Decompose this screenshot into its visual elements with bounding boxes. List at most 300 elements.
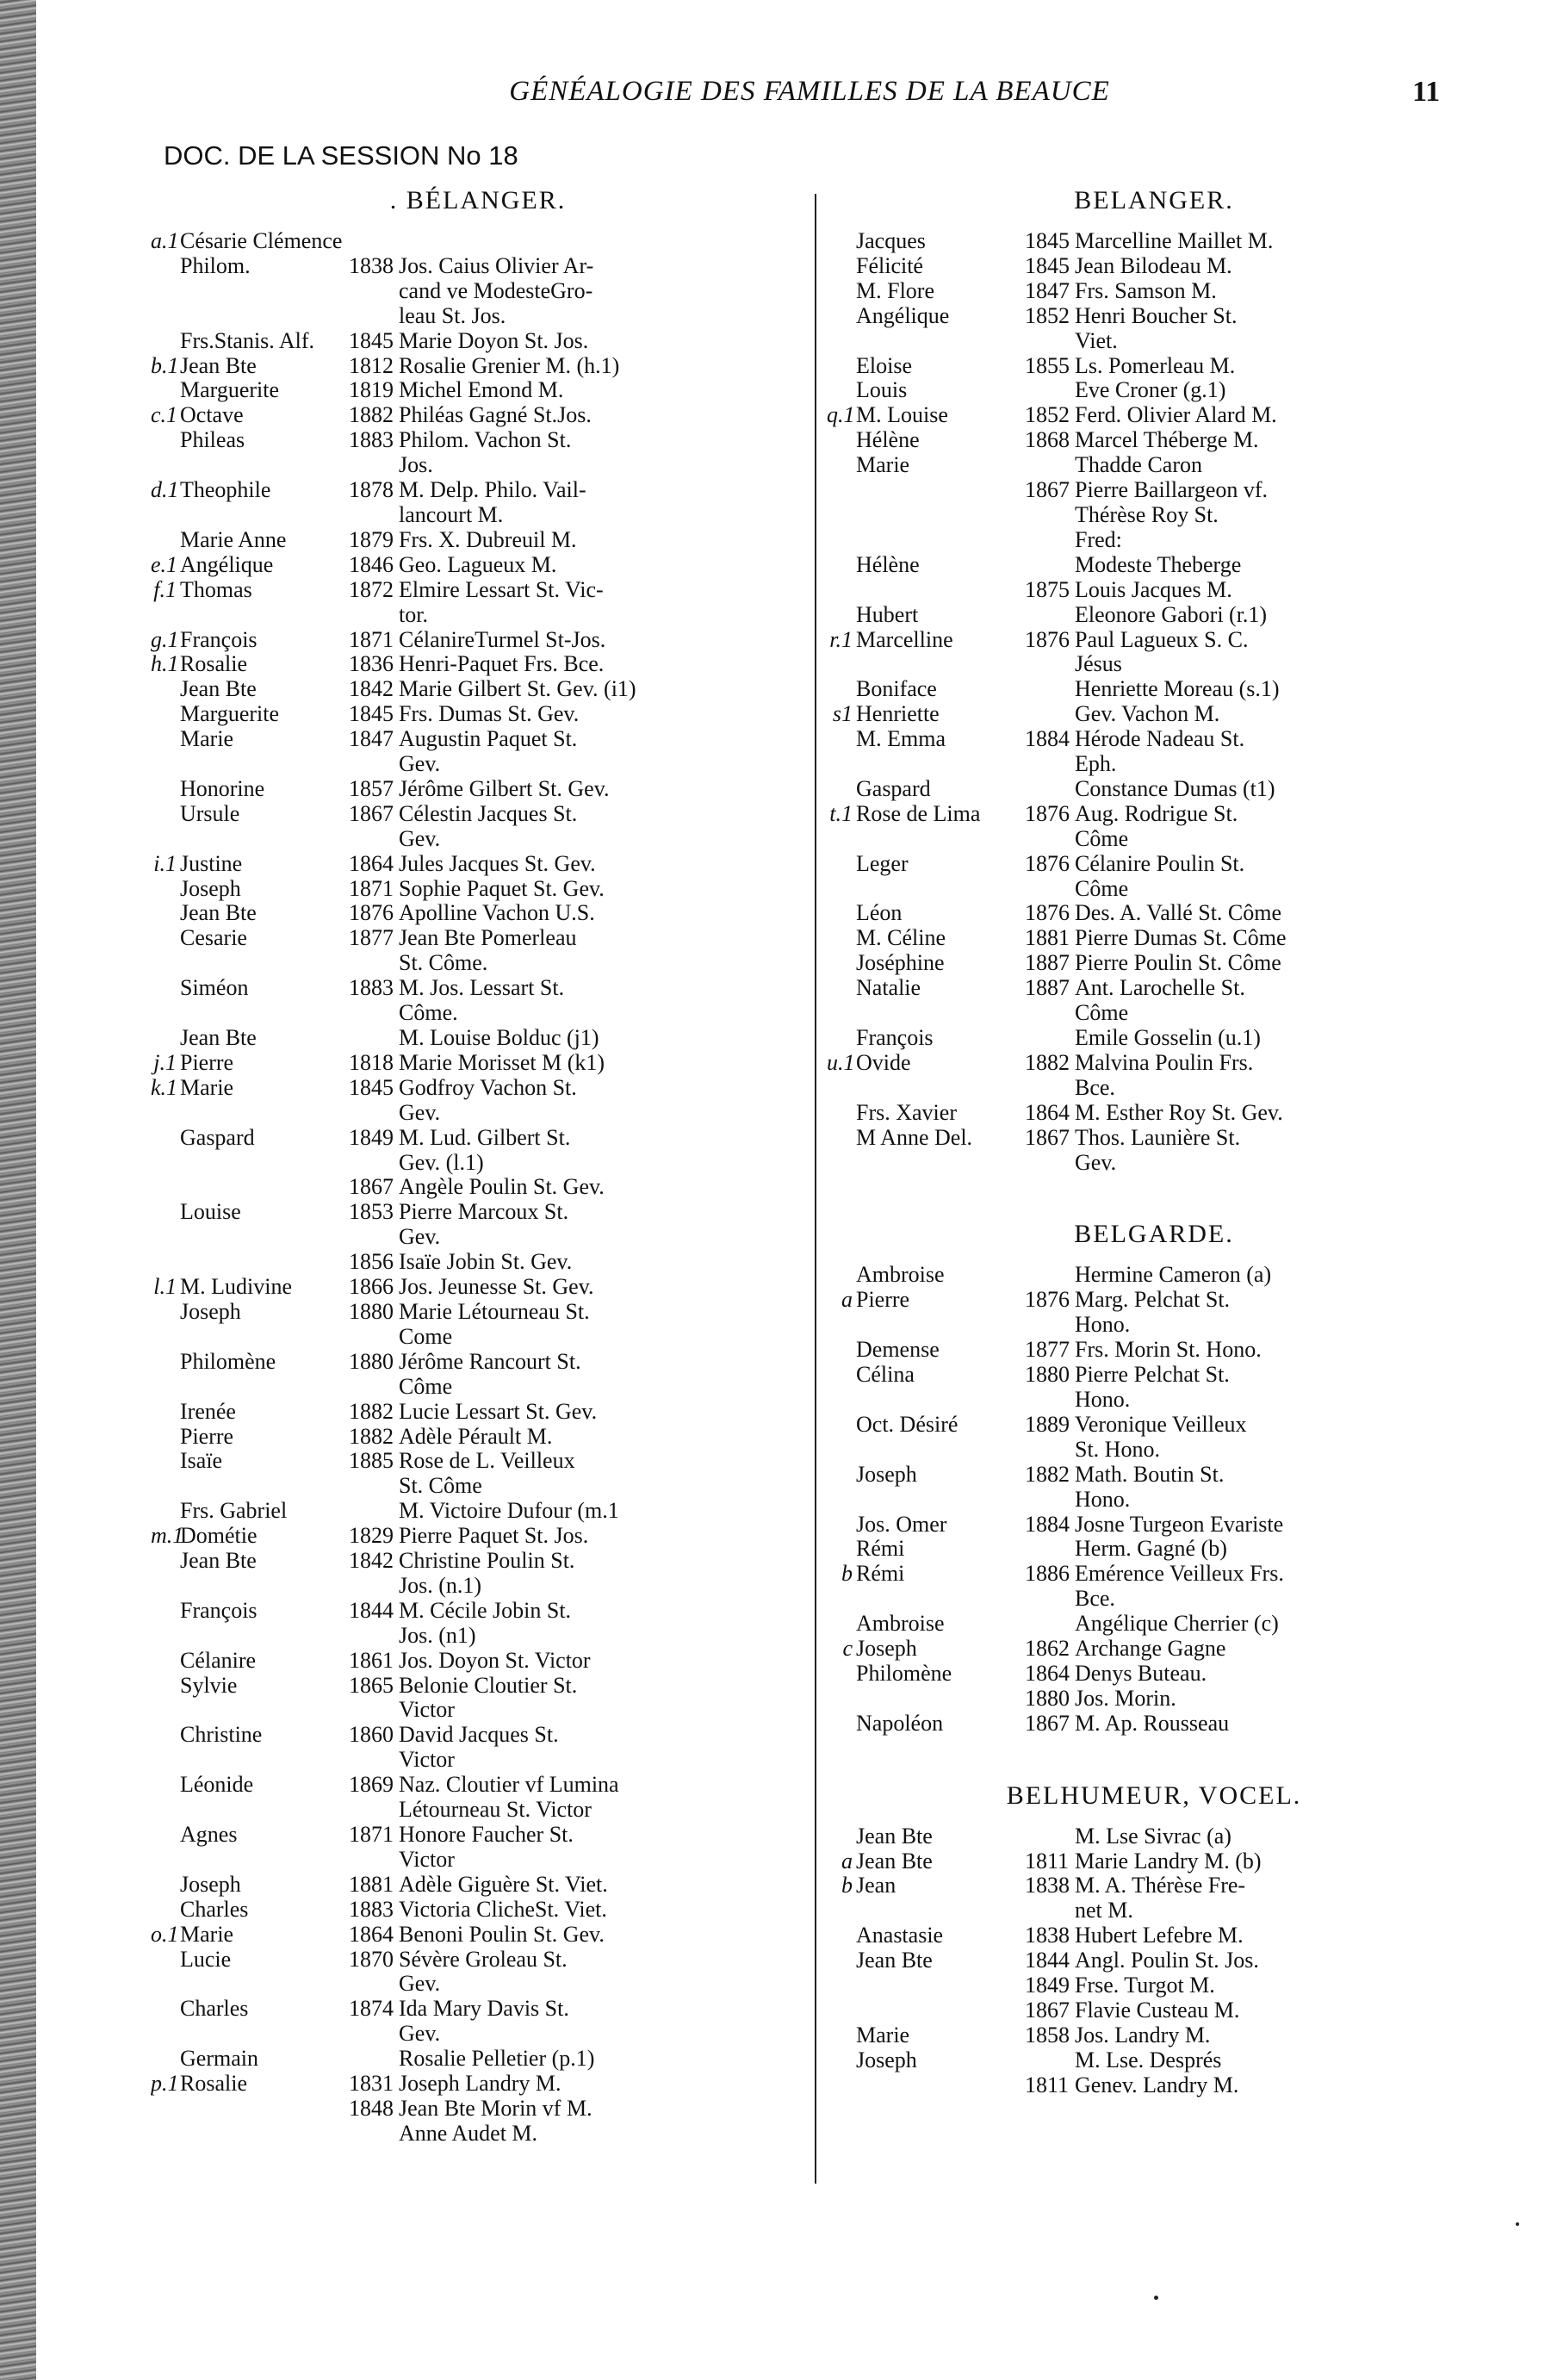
person-cell [827,403,1025,428]
marriage-year: 1856 [349,1249,394,1275]
marriage-year: 1845 [1025,252,1070,278]
spouse-and-parish: Pierre Pelchat St. Hono. [1075,1362,1230,1412]
genealogy-entry [151,1425,805,1450]
genealogy-entry [827,2023,1481,2048]
marriage-year: 1842 [349,1548,394,1574]
spouse-and-parish: Jos. Jeunesse St. Gev. [399,1274,594,1300]
spouse-and-parish: Eve Croner (g.1) [1075,377,1226,403]
genealogy-entry [827,578,1481,603]
person-cell [151,1873,349,1898]
family-heading: BELGARDE. [1074,1220,1234,1249]
person-cell [827,603,1025,628]
genealogy-entry [151,2047,805,2072]
person-name: Joseph [180,1872,241,1897]
marriage-year: 1871 [349,1822,394,1847]
person-name: Ovide [856,1050,911,1075]
marriage-year: 1845 [349,701,394,727]
person-name: Germain [180,2047,258,2072]
marriage-year: 1844 [1025,1948,1070,1973]
spouse-and-parish: Marcel Théberge M. [1075,427,1259,453]
person-cell [151,1599,349,1649]
marriage-year: 1882 [1025,1461,1070,1487]
genealogy-entry [827,304,1481,354]
person-name: Marcelline [856,627,953,652]
person-cell [827,628,1025,653]
person-cell [827,1849,1025,1874]
spouse-and-parish: Jean Bte Morin vf M. Anne Audet M. [399,2095,592,2146]
spouse-and-parish: Naz. Cloutier vf Lumina Létourneau St. Victor [399,1772,619,1823]
person-name: Louis [856,378,908,403]
spouse-and-parish: Victoria ClicheSt. Viet. [399,1896,607,1922]
marriage-year: 1844 [349,1597,394,1623]
person-name: Isaïe [180,1449,223,1474]
genealogy-entry [151,1175,805,1200]
spouse-and-parish: Louis Jacques M. [1075,576,1232,602]
person-cell [151,1400,349,1425]
spouse-and-parish: M. Ap. Rousseau [1075,1710,1230,1736]
genealogy-entry [151,478,805,528]
marriage-year [1025,1824,1075,1849]
marriage-year: 1849 [1025,1973,1070,1998]
scan-speck [1516,2222,1519,2226]
marriage-year: 1852 [1025,402,1070,428]
person-name: Célina [856,1363,915,1388]
person-name: Dométie [180,1524,257,1549]
genealogy-entry [827,1537,1481,1562]
page-binding-edge [0,0,36,2380]
genealogy-entry [827,976,1481,1026]
genealogy-entry [151,976,805,1026]
spouse-and-parish: M. Louise Bolduc (j1) [399,1025,599,1050]
person-name: Léonide [180,1773,254,1798]
generation-marker: a.1 [151,229,179,253]
generation-marker: g.1 [151,627,179,652]
person-cell [827,1637,1025,1662]
person-name: Jean Bte [180,901,257,926]
person-name: Justine [180,851,243,876]
person-cell [827,2048,1025,2073]
person-name: Agnes [180,1823,238,1847]
genealogy-entry [827,1126,1481,1176]
marriage-year: 1876 [1025,1287,1070,1313]
spouse-and-parish: Jos. Landry M. [1075,2022,1211,2048]
person-name: François [180,627,257,652]
person-name: Ambroise [856,1263,945,1288]
marriage-year: 1882 [1025,1049,1070,1075]
spouse-and-parish: Jos. Morin. [1075,1685,1176,1711]
generation-marker: c.1 [151,403,178,428]
spouse-and-parish: Archange Gagne [1075,1636,1226,1662]
person-cell [151,777,349,802]
spouse-and-parish: Rosalie Pelletier (p.1) [399,2046,595,2072]
marriage-year: 1872 [349,576,394,602]
person-cell [151,1350,349,1400]
person-cell [151,877,349,902]
person-cell [827,652,1025,677]
person-name: Frs.Stanis. Alf. [180,328,315,353]
genealogy-entry [827,1998,1481,2023]
genealogy-entry [827,652,1481,677]
person-name: Octave [180,403,244,428]
generation-marker: q.1 [827,403,855,428]
marriage-year: 1876 [1025,850,1070,876]
family-heading: BELANGER. [1074,186,1234,214]
person-name: Marguerite [180,702,280,727]
spouse-and-parish: CélanireTurmel St-Jos. [399,626,606,652]
marriage-year: 1857 [349,775,394,801]
spouse-and-parish: Hermine Cameron (a) [1075,1262,1272,1288]
person-name: Anastasie [856,1923,944,1948]
spouse-and-parish: M. Lud. Gilbert St. Gev. (l.1) [399,1124,571,1175]
marriage-year: 1883 [349,427,394,453]
spouse-and-parish: Geo. Lagueux M. [399,551,557,577]
marriage-year: 1811 [1025,1848,1070,1874]
spouse-and-parish: Josne Turgeon Evariste [1075,1511,1284,1537]
marriage-year: 1878 [349,477,394,503]
person-name: Sylvie [180,1673,238,1698]
marriage-year: 1867 [1025,1124,1070,1150]
genealogy-entry [151,403,805,428]
person-cell [827,1537,1025,1562]
person-cell [151,1549,349,1599]
spouse-and-parish: Ls. Pomerleau M. [1075,352,1236,378]
person-name: François [180,1598,257,1623]
marriage-year: 1864 [349,850,394,876]
person-name: M. Emma [856,727,946,752]
person-cell [827,304,1025,354]
genealogy-entry [827,802,1481,852]
marriage-year [1025,1612,1075,1637]
marriage-year [1025,2048,1075,2073]
genealogy-entry [827,428,1481,453]
genealogy-entry [827,1948,1481,1973]
marriage-year: 1867 [1025,477,1070,503]
spouse-and-parish: Angèle Poulin St. Gev. [399,1174,605,1200]
genealogy-entry [827,1338,1481,1363]
genealogy-entry [827,1973,1481,1998]
person-name: Léon [856,901,903,926]
marriage-year: 1887 [1025,950,1070,976]
spouse-and-parish: Veronique Veilleux St. Hono. [1075,1411,1247,1462]
spouse-and-parish: Philom. Vachon St. Jos. [399,427,572,478]
spouse-and-parish: Constance Dumas (t1) [1075,775,1275,801]
genealogy-entry [151,1350,805,1400]
genealogy-entry [827,1637,1481,1662]
spouse-and-parish: Frs. Dumas St. Gev. [399,701,580,727]
marriage-year: 1881 [349,1871,394,1897]
person-name: Jean Bte [856,1824,933,1849]
marriage-year [1025,777,1075,802]
person-cell [151,1773,349,1823]
marriage-year: 1819 [349,377,394,403]
genealogy-entry [827,378,1481,403]
spouse-and-parish: Célanire Poulin St. Côme [1075,850,1245,901]
spouse-and-parish: Christine Poulin St. Jos. (n.1) [399,1548,575,1598]
marriage-year: 1818 [349,1049,394,1075]
person-name: Joseph [180,876,241,901]
person-name: Charles [180,1897,249,1922]
person-cell [827,802,1025,852]
genealogy-entry [151,1923,805,1948]
generation-marker: o.1 [151,1922,179,1947]
marriage-year [1025,453,1075,478]
genealogy-entry [827,1263,1481,1288]
person-cell [151,702,349,727]
person-cell [151,329,349,354]
person-name: Theophile [180,478,271,503]
person-name: Joseph [856,1462,917,1487]
generation-marker: i.1 [153,851,177,876]
marriage-year: 1831 [349,2071,394,2097]
person-name: Joseph [180,1299,241,1324]
marriage-year [1025,553,1075,578]
marriage-year [1025,1537,1075,1562]
generation-marker: b [841,1874,853,1898]
spouse-and-parish: Marg. Pelchat St. Hono. [1075,1287,1231,1338]
person-cell [827,1513,1025,1538]
generation-marker: h.1 [151,652,179,677]
marriage-year: 1845 [1025,228,1070,253]
person-name: Honorine [180,776,265,801]
person-cell [151,1026,349,1051]
person-name: Joseph [856,2048,917,2072]
person-cell [827,428,1025,453]
person-cell [827,702,1025,727]
generation-marker: e.1 [151,552,178,577]
genealogy-entry [827,1413,1481,1463]
spouse-and-parish: Paul Lagueux S. C. [1075,626,1249,652]
person-cell [827,478,1025,553]
person-name: Jean Bte [180,1549,257,1574]
spouse-and-parish: Godfroy Vachon St. Gev. [399,1074,577,1125]
generation-marker: c [842,1637,853,1662]
person-name: Jos. Omer [856,1512,947,1537]
marriage-year: 1870 [349,1946,394,1972]
genealogy-entry [827,403,1481,428]
marriage-year: 1876 [1025,626,1070,652]
person-name: Rémi [856,1537,905,1562]
spouse-and-parish: Frs. X. Dubreuil M. [399,526,577,552]
person-name: Cesarie [180,926,247,951]
person-name: Gaspard [180,1125,255,1150]
person-cell [151,1250,349,1275]
genealogy-entry [827,1101,1481,1126]
session-label: DOC. DE LA SESSION No 18 [164,140,518,171]
spouse-and-parish: Denys Buteau. [1075,1660,1207,1686]
spouse-and-parish: Célestin Jacques St. Gev. [399,800,578,851]
spouse-and-parish: Ida Mary Davis St. Gev. [399,1996,569,2047]
person-name: Charles [180,1997,249,2022]
person-name: Philomène [180,1349,276,1374]
marriage-year: 1876 [1025,800,1070,826]
spouse-and-parish: Ant. Larochelle St. Côme [1075,975,1245,1026]
person-name: Jean Bte [856,1849,933,1874]
genealogy-entry [827,777,1481,802]
genealogy-entry [827,279,1481,304]
person-cell [827,1712,1025,1737]
genealogy-entry [827,727,1481,777]
generation-marker: b [841,1562,853,1587]
spouse-and-parish: Apolline Vachon U.S. [399,900,595,926]
spouse-and-parish [399,229,805,254]
person-cell [827,976,1025,1026]
marriage-year [1025,603,1075,628]
spouse-and-parish: M. Lse. Després [1075,2047,1222,2072]
spouse-and-parish: Angélique Cherrier (c) [1075,1611,1279,1637]
person-name: Pierre [180,1050,234,1075]
spouse-and-parish: Marie Gilbert St. Gev. (i1) [399,676,636,702]
marriage-year: 1876 [1025,900,1070,926]
genealogy-entry [827,677,1481,702]
generation-marker: a [841,1288,853,1313]
person-cell [151,1923,349,1948]
person-cell [151,1649,349,1674]
genealogy-entry [151,1524,805,1549]
person-cell [151,1449,349,1499]
spouse-and-parish: Jésus [1075,651,1122,677]
genealogy-entry [151,1250,805,1275]
marriage-year: 1885 [349,1448,394,1474]
person-cell [827,453,1025,478]
genealogy-entry [827,254,1481,279]
marriage-year: 1842 [349,676,394,702]
genealogy-entry [827,1712,1481,1737]
person-cell [151,1524,349,1549]
person-name: Gaspard [856,776,931,801]
genealogy-entry [151,852,805,877]
person-name: Jean Bte [180,1026,257,1050]
person-name: Siméon [180,976,249,1001]
marriage-year: 1847 [349,726,394,752]
marriage-year: 1877 [349,925,394,951]
generation-marker: f.1 [153,577,177,602]
spouse-and-parish: Pierre Poulin St. Côme [1075,950,1281,976]
genealogy-entry [827,1051,1481,1101]
genealogy-entry [151,677,805,702]
marriage-year: 1880 [349,1348,394,1374]
generation-marker: s1 [832,702,853,727]
person-cell [151,378,349,403]
genealogy-entry [827,453,1481,478]
genealogy-entry [151,1200,805,1250]
person-name: Frs. Gabriel [180,1499,288,1524]
person-cell [151,229,349,254]
person-name: Joséphine [856,951,945,976]
genealogy-entry [151,1300,805,1350]
spouse-and-parish: M. Victoire Dufour (m.1 [399,1498,619,1524]
genealogy-entry [151,528,805,553]
spouse-and-parish: Math. Boutin St. Hono. [1075,1461,1225,1512]
marriage-year: 1861 [349,1647,394,1673]
marriage-year: 1871 [349,875,394,901]
person-cell [151,1948,349,1998]
marriage-year: 1867 [1025,1998,1070,2023]
genealogy-entry [827,2073,1481,2098]
person-cell [827,1923,1025,1948]
genealogy-entry [827,1662,1481,1687]
person-cell [827,1687,1025,1712]
running-title: GÉNÉALOGIE DES FAMILLES DE LA BEAUCE [509,76,1110,107]
marriage-year: 1882 [349,402,394,428]
generation-marker: u.1 [827,1050,855,1075]
genealogy-entry [151,1051,805,1076]
marriage-year: 1864 [1025,1099,1070,1125]
person-cell [151,1674,349,1724]
person-cell [151,901,349,926]
person-name: Christine [180,1723,263,1748]
person-name: Philomène [856,1661,952,1686]
marriage-year: 1865 [349,1672,394,1698]
spouse-and-parish: Flavie Custeau M. [1075,1998,1240,2023]
person-cell [151,1076,349,1126]
person-cell [827,901,1025,926]
person-cell [151,652,349,677]
marriage-year [1025,378,1075,403]
person-name: Angélique [856,303,950,328]
spouse-and-parish: Sophie Paquet St. Gev. [399,875,605,901]
person-cell [827,1263,1025,1288]
genealogy-entry [827,1923,1481,1948]
genealogy-entry [151,1649,805,1674]
person-name: Félicité [856,253,923,278]
marriage-year: 1887 [1025,975,1070,1001]
marriage-year [1025,1026,1075,1051]
genealogy-entry [827,553,1481,578]
person-name: Demense [856,1338,940,1363]
marriage-year [349,229,399,254]
person-cell [151,1275,349,1300]
genealogy-entry [151,1823,805,1873]
right-column [827,181,1481,2188]
person-name: Marie [856,453,910,478]
genealogy-entry [151,877,805,902]
person-name: Frs. Xavier [856,1100,957,1125]
genealogy-entry [151,652,805,677]
marriage-year: 1869 [349,1772,394,1798]
person-cell [151,1425,349,1450]
genealogy-entry [151,1948,805,1998]
spouse-and-parish: Marcelline Maillet M. [1075,228,1274,253]
genealogy-entry [151,1549,805,1599]
genealogy-entry [827,951,1481,976]
person-name: M. Flore [856,278,934,303]
genealogy-entry [151,1499,805,1524]
marriage-year: 1875 [1025,576,1070,602]
spouse-and-parish: Philéas Gagné St.Jos. [399,402,592,428]
marriage-year: 1838 [349,252,394,278]
genealogy-entry [827,1874,1481,1923]
person-name: Pierre [180,1424,234,1449]
generation-marker: j.1 [153,1050,177,1075]
genealogy-entry [151,1126,805,1176]
person-name: Rosalie [180,2072,247,2097]
person-cell [151,1823,349,1873]
spouse-and-parish: Jos. Doyon St. Victor [399,1647,591,1673]
person-cell [151,2097,349,2147]
marriage-year: 1867 [1025,1710,1070,1736]
person-cell [827,1288,1025,1338]
spouse-and-parish: M. Lse Sivrac (a) [1075,1823,1231,1849]
person-cell [827,2073,1025,2098]
person-cell [827,254,1025,279]
person-name: Célanire [180,1648,257,1673]
marriage-year: 1882 [349,1423,394,1449]
spouse-and-parish: Pierre Baillargeon vf. Thérèse Roy St. Fred: [1075,477,1269,552]
person-name: M. Céline [856,926,946,951]
genealogy-entry [151,229,805,254]
left-column [151,181,805,2188]
spouse-and-parish: Herm. Gagné (b) [1075,1536,1227,1562]
